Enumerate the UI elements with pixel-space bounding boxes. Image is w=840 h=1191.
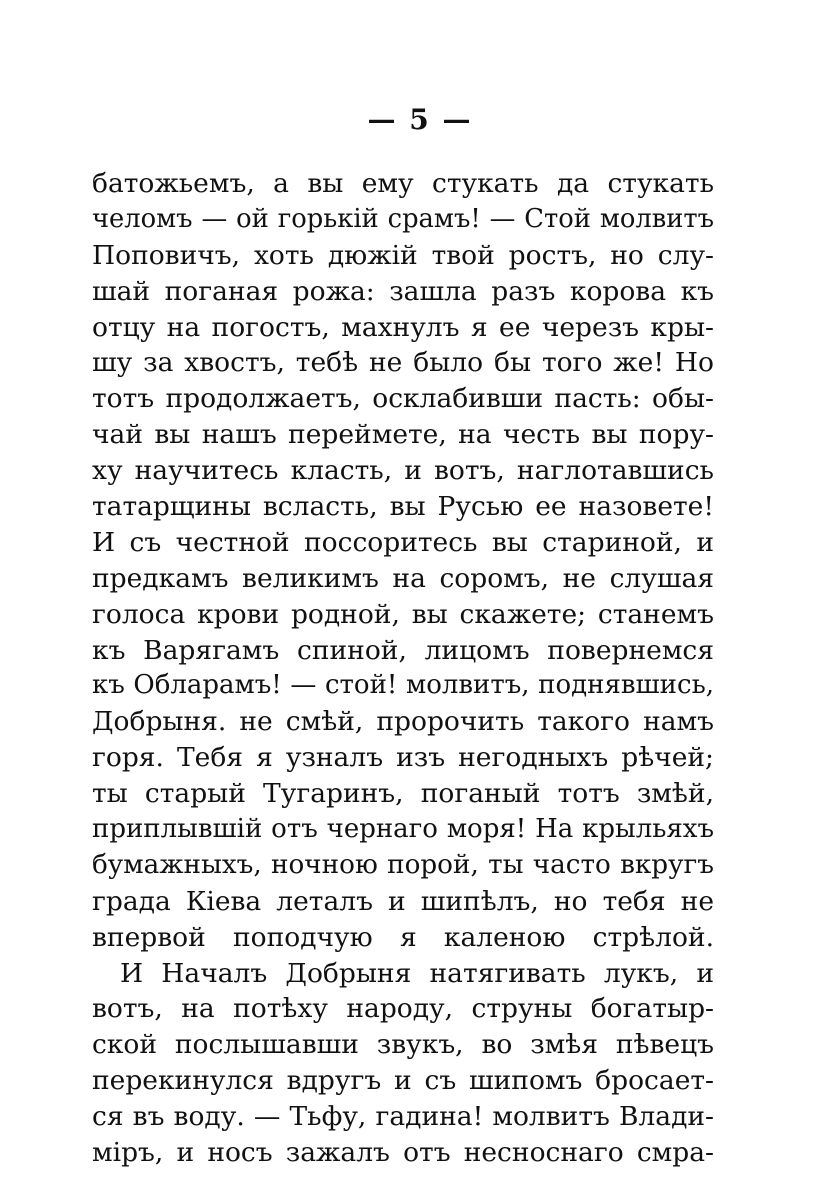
text-line: ты старый Тугаринъ, поганый тотъ змѣй, (92, 778, 714, 810)
text-line: вотъ, на потѣху народу, струны богатыр- (92, 993, 714, 1025)
text-line: чай вы нашъ переймете, на честь вы пору- (92, 419, 714, 451)
text-line: отцу на погостъ, махнулъ я ее черезъ кры- (92, 311, 714, 343)
text-line: шай поганая рожа: зашла разъ корова къ (92, 275, 714, 307)
text-line: ся въ воду. — Тьфу, гадина! молвитъ Влади- (92, 1101, 714, 1133)
text-line: Поповичъ, хоть дюжій твой ростъ, но слу- (92, 239, 714, 271)
text-line: тотъ продолжаетъ, осклабивши пасть: обы- (92, 383, 714, 415)
text-line: предкамъ великимъ на соромъ, не слушая (92, 562, 714, 594)
text-line: голоса крови родной, вы скажете; станемъ (92, 598, 714, 630)
text-line: бумажныхъ, ночною порой, ты часто вкругъ (92, 849, 714, 880)
text-line: приплывшій отъ чернаго моря! На крыльяхъ (92, 814, 714, 845)
text-line: шу за хвостъ, тебѣ не было бы того же! Но (92, 347, 714, 379)
text-line: ху научитесь класть, и вотъ, наглотавшись (92, 455, 714, 487)
text-line: града Кіева леталъ и шипѣлъ, но тебя не (92, 885, 714, 917)
text-line: къ Обларамъ! — стой! молвитъ, поднявшись, (92, 670, 714, 701)
text-line: Добрыня. не смѣй, пророчить такого намъ (92, 706, 714, 738)
text-line: челомъ — ой горькій срамъ! — Стой молвитъ (92, 203, 714, 234)
text-line: батожьемъ, а вы ему стукать да стукать (92, 168, 714, 199)
text-line: татарщины всласть, вы Русью ее назовете! (92, 491, 714, 523)
text-line: горя. Тебя я узналъ изъ негодныхъ рѣчей; (92, 742, 714, 774)
text-line: къ Варягамъ спиной, лицомъ повернемся (92, 634, 714, 666)
text-line: міръ, и носъ зажалъ отъ несноснаго смра- (92, 1137, 714, 1169)
page-number: — 5 — (367, 103, 473, 136)
text-line: И Началъ Добрыня натягивать лукъ, и (120, 957, 714, 989)
text-line: перекинулся вдругъ и съ шипомъ бросает- (92, 1065, 714, 1097)
text-line: ской послышавши звукъ, во змѣя пѣвецъ (92, 1029, 714, 1061)
text-line: впервой поподчую я каленою стрѣлой. (92, 921, 714, 953)
body-text (92, 166, 714, 1171)
text-line: И съ честной поссоритесь вы стариной, и (92, 526, 714, 558)
